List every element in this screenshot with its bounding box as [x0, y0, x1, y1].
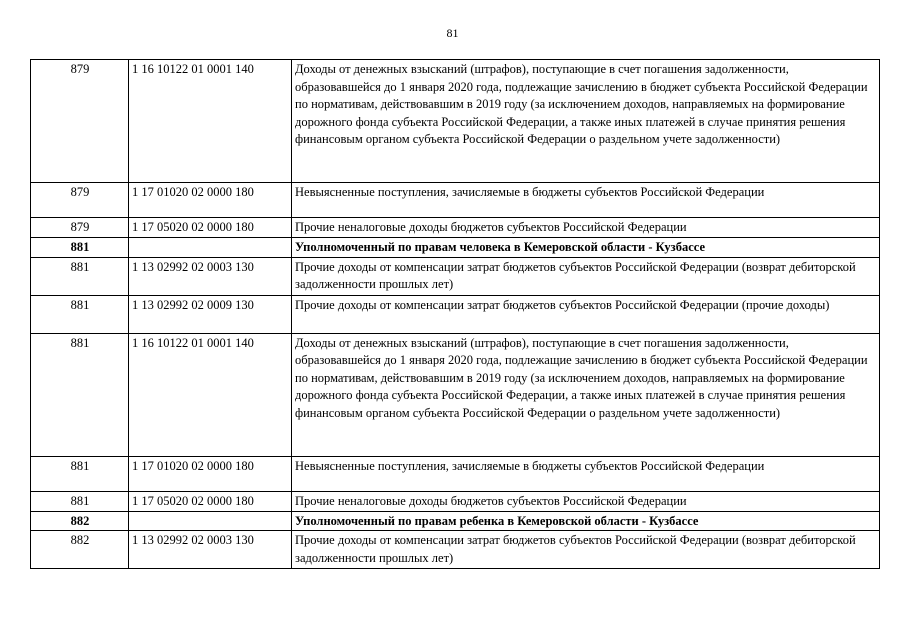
- revenue-code-cell: [129, 511, 292, 531]
- revenue-name-cell: Невыясненные поступления, зачисляемые в бюджеты субъектов Российской Федерации: [292, 183, 880, 218]
- administrator-name-cell: Уполномоченный по правам человека в Кемеровской области - Кузбассе: [292, 238, 880, 258]
- table-row: [31, 218, 880, 238]
- revenue-code-cell: 1 16 10122 01 0001 140: [129, 60, 292, 183]
- revenue-classification-table: [30, 59, 880, 569]
- revenue-name-cell: Доходы от денежных взысканий (штрафов), поступающие в счет погашения задолженности, образовавшейся до 1 января 2020 года, подлежащие зачислению в бюджет субъекта Российской Федерации по нормативам, действовавшим в 2019 году (за исключением доходов, направляемых на формирование дорожного фонда субъекта Российской Федерации, а также иных платежей в случае принятия решения финансовым органом субъекта Российской Федерации о раздельном учете задолженности): [292, 60, 880, 183]
- table-row: [31, 333, 880, 456]
- revenue-code-cell: 1 17 05020 02 0000 180: [129, 218, 292, 238]
- admin-code-cell: 879: [31, 183, 129, 218]
- admin-code-cell: 879: [31, 60, 129, 183]
- revenue-code-cell: 1 13 02992 02 0003 130: [129, 257, 292, 295]
- revenue-code-cell: 1 17 05020 02 0000 180: [129, 491, 292, 511]
- admin-code-cell: 882: [31, 511, 129, 531]
- table-row: [31, 531, 880, 569]
- admin-code-cell: 881: [31, 257, 129, 295]
- admin-code-cell: 882: [31, 531, 129, 569]
- administrator-heading-row: [31, 238, 880, 258]
- revenue-code-cell: 1 16 10122 01 0001 140: [129, 333, 292, 456]
- revenue-code-cell: 1 13 02992 02 0003 130: [129, 531, 292, 569]
- table-row: [31, 295, 880, 333]
- revenue-name-cell: Прочие доходы от компенсации затрат бюджетов субъектов Российской Федерации (возврат дебиторской задолженности прошлых лет): [292, 531, 880, 569]
- revenue-name-cell: Прочие неналоговые доходы бюджетов субъектов Российской Федерации: [292, 218, 880, 238]
- page-number: 81: [446, 26, 459, 40]
- revenue-name-cell: Прочие неналоговые доходы бюджетов субъектов Российской Федерации: [292, 491, 880, 511]
- revenue-name-cell: Невыясненные поступления, зачисляемые в бюджеты субъектов Российской Федерации: [292, 456, 880, 491]
- table-row: [31, 60, 880, 183]
- admin-code-cell: 879: [31, 218, 129, 238]
- revenue-code-cell: 1 17 01020 02 0000 180: [129, 183, 292, 218]
- admin-code-cell: 881: [31, 333, 129, 456]
- table-row: [31, 456, 880, 491]
- table-row: [31, 257, 880, 295]
- revenue-code-cell: 1 13 02992 02 0009 130: [129, 295, 292, 333]
- revenue-code-cell: [129, 238, 292, 258]
- admin-code-cell: 881: [31, 456, 129, 491]
- table-row: [31, 491, 880, 511]
- administrator-name-cell: Уполномоченный по правам ребенка в Кемеровской области - Кузбассе: [292, 511, 880, 531]
- revenue-code-cell: 1 17 01020 02 0000 180: [129, 456, 292, 491]
- revenue-name-cell: Прочие доходы от компенсации затрат бюджетов субъектов Российской Федерации (возврат дебиторской задолженности прошлых лет): [292, 257, 880, 295]
- administrator-heading-row: [31, 511, 880, 531]
- admin-code-cell: 881: [31, 295, 129, 333]
- admin-code-cell: 881: [31, 238, 129, 258]
- table-row: [31, 183, 880, 218]
- revenue-name-cell: Прочие доходы от компенсации затрат бюджетов субъектов Российской Федерации (прочие доходы): [292, 295, 880, 333]
- revenue-name-cell: Доходы от денежных взысканий (штрафов), поступающие в счет погашения задолженности, образовавшейся до 1 января 2020 года, подлежащие зачислению в бюджет субъекта Российской Федерации по нормативам, действовавшим в 2019 году (за исключением доходов, направляемых на формирование дорожного фонда субъекта Российской Федерации, а также иных платежей в случае принятия решения финансовым органом субъекта Российской Федерации о раздельном учете задолженности): [292, 333, 880, 456]
- admin-code-cell: 881: [31, 491, 129, 511]
